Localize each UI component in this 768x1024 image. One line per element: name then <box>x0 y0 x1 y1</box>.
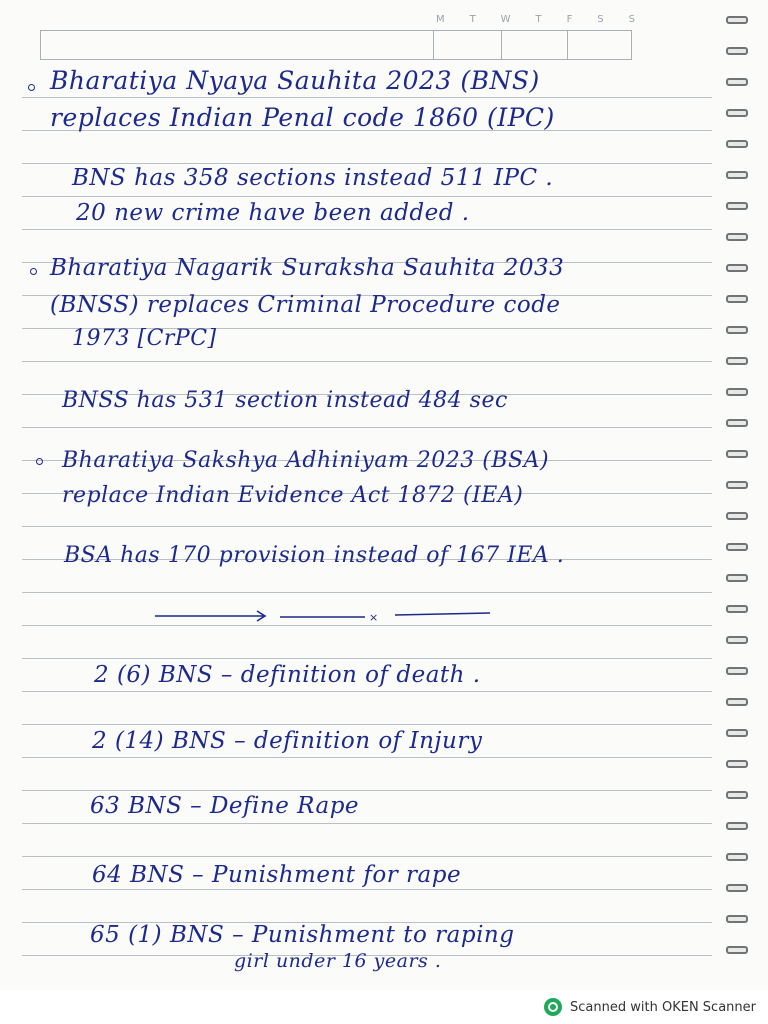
date-cell-divider <box>567 31 568 59</box>
spiral-ring <box>726 78 748 86</box>
date-cell-divider <box>501 31 502 59</box>
spiral-ring <box>726 202 748 210</box>
spiral-ring <box>726 636 748 644</box>
spiral-ring <box>726 171 748 179</box>
spiral-ring <box>726 605 748 613</box>
ruled-line <box>22 229 712 230</box>
section-entry: 2 (6) BNS – definition of death . <box>94 662 481 688</box>
spiral-ring <box>726 419 748 427</box>
note-line: 1973 [CrPC] <box>72 326 217 351</box>
spiral-ring <box>726 512 748 520</box>
spiral-ring <box>726 326 748 334</box>
spiral-ring <box>726 884 748 892</box>
ruled-line <box>22 427 712 428</box>
spiral-ring <box>726 667 748 675</box>
ruled-line <box>22 625 712 626</box>
note-line: 20 new crime have been added . <box>76 200 470 226</box>
spiral-ring <box>726 822 748 830</box>
note-line: (BNSS) replaces Criminal Procedure code <box>50 292 561 318</box>
ruled-line <box>22 856 712 857</box>
ruled-line <box>22 691 712 692</box>
ruled-line <box>22 526 712 527</box>
note-line: replace Indian Evidence Act 1872 (IEA) <box>62 483 524 508</box>
note-line: BNSS has 531 section instead 484 sec <box>62 388 508 413</box>
ruled-line <box>22 724 712 725</box>
section-entry: 2 (14) BNS – definition of Injury <box>92 728 483 754</box>
spiral-ring <box>726 760 748 768</box>
spiral-ring <box>726 264 748 272</box>
bullet-icon <box>28 84 35 91</box>
spiral-ring <box>726 729 748 737</box>
day-label: W <box>500 14 512 25</box>
section-entry: 64 BNS – Punishment for rape <box>92 862 462 888</box>
note-line: Bharatiya Nyaya Sauhita 2023 (BNS) <box>50 66 540 95</box>
ruled-line <box>22 823 712 824</box>
spiral-ring <box>726 946 748 954</box>
day-label: T <box>535 14 543 25</box>
section-entry: girl under 16 years . <box>234 950 442 972</box>
spiral-ring <box>726 357 748 365</box>
note-line: Bharatiya Sakshya Adhiniyam 2023 (BSA) <box>62 448 550 473</box>
ruled-line <box>22 163 712 164</box>
spiral-ring <box>726 450 748 458</box>
day-label: S <box>597 14 605 25</box>
date-cell-divider <box>433 31 434 59</box>
spiral-ring <box>726 388 748 396</box>
spiral-ring <box>726 233 748 241</box>
note-line: BSA has 170 provision instead of 167 IEA . <box>64 543 565 568</box>
bullet-icon <box>30 268 37 275</box>
spiral-ring <box>726 109 748 117</box>
spiral-ring <box>726 47 748 55</box>
spiral-ring <box>726 140 748 148</box>
ruled-line <box>22 361 712 362</box>
day-label: M <box>436 14 446 25</box>
spiral-ring <box>726 791 748 799</box>
spiral-ring <box>726 481 748 489</box>
ruled-line <box>22 658 712 659</box>
svg-text:×: × <box>369 611 379 624</box>
spiral-binding <box>718 10 754 990</box>
spiral-ring <box>726 16 748 24</box>
divider-arrow-icon <box>155 608 495 624</box>
day-label: T <box>469 14 477 25</box>
spiral-ring <box>726 295 748 303</box>
day-label: S <box>628 14 636 25</box>
note-line: replaces Indian Penal code 1860 (IPC) <box>50 103 555 132</box>
section-entry: 65 (1) BNS – Punishment to raping <box>90 922 515 948</box>
scanner-watermark <box>544 998 756 1016</box>
day-label: F <box>566 14 574 25</box>
spiral-ring <box>726 915 748 923</box>
ruled-line <box>22 97 712 98</box>
scanner-text: Scanned with OKEN Scanner <box>570 999 756 1015</box>
section-entry: 63 BNS – Define Rape <box>90 793 360 819</box>
ruled-line <box>22 790 712 791</box>
ruled-line <box>22 757 712 758</box>
scanner-logo-icon <box>544 998 562 1016</box>
date-box <box>40 30 632 60</box>
spiral-ring <box>726 543 748 551</box>
ruled-line <box>22 889 712 890</box>
ruled-line <box>22 592 712 593</box>
weekday-header <box>436 14 636 25</box>
ruled-line <box>22 196 712 197</box>
note-line: Bharatiya Nagarik Suraksha Sauhita 2033 <box>50 255 565 281</box>
spiral-ring <box>726 574 748 582</box>
spiral-ring <box>726 698 748 706</box>
scanner-footer <box>0 990 768 1024</box>
bullet-icon <box>36 458 43 465</box>
note-line: BNS has 358 sections instead 511 IPC . <box>72 165 554 191</box>
spiral-ring <box>726 853 748 861</box>
